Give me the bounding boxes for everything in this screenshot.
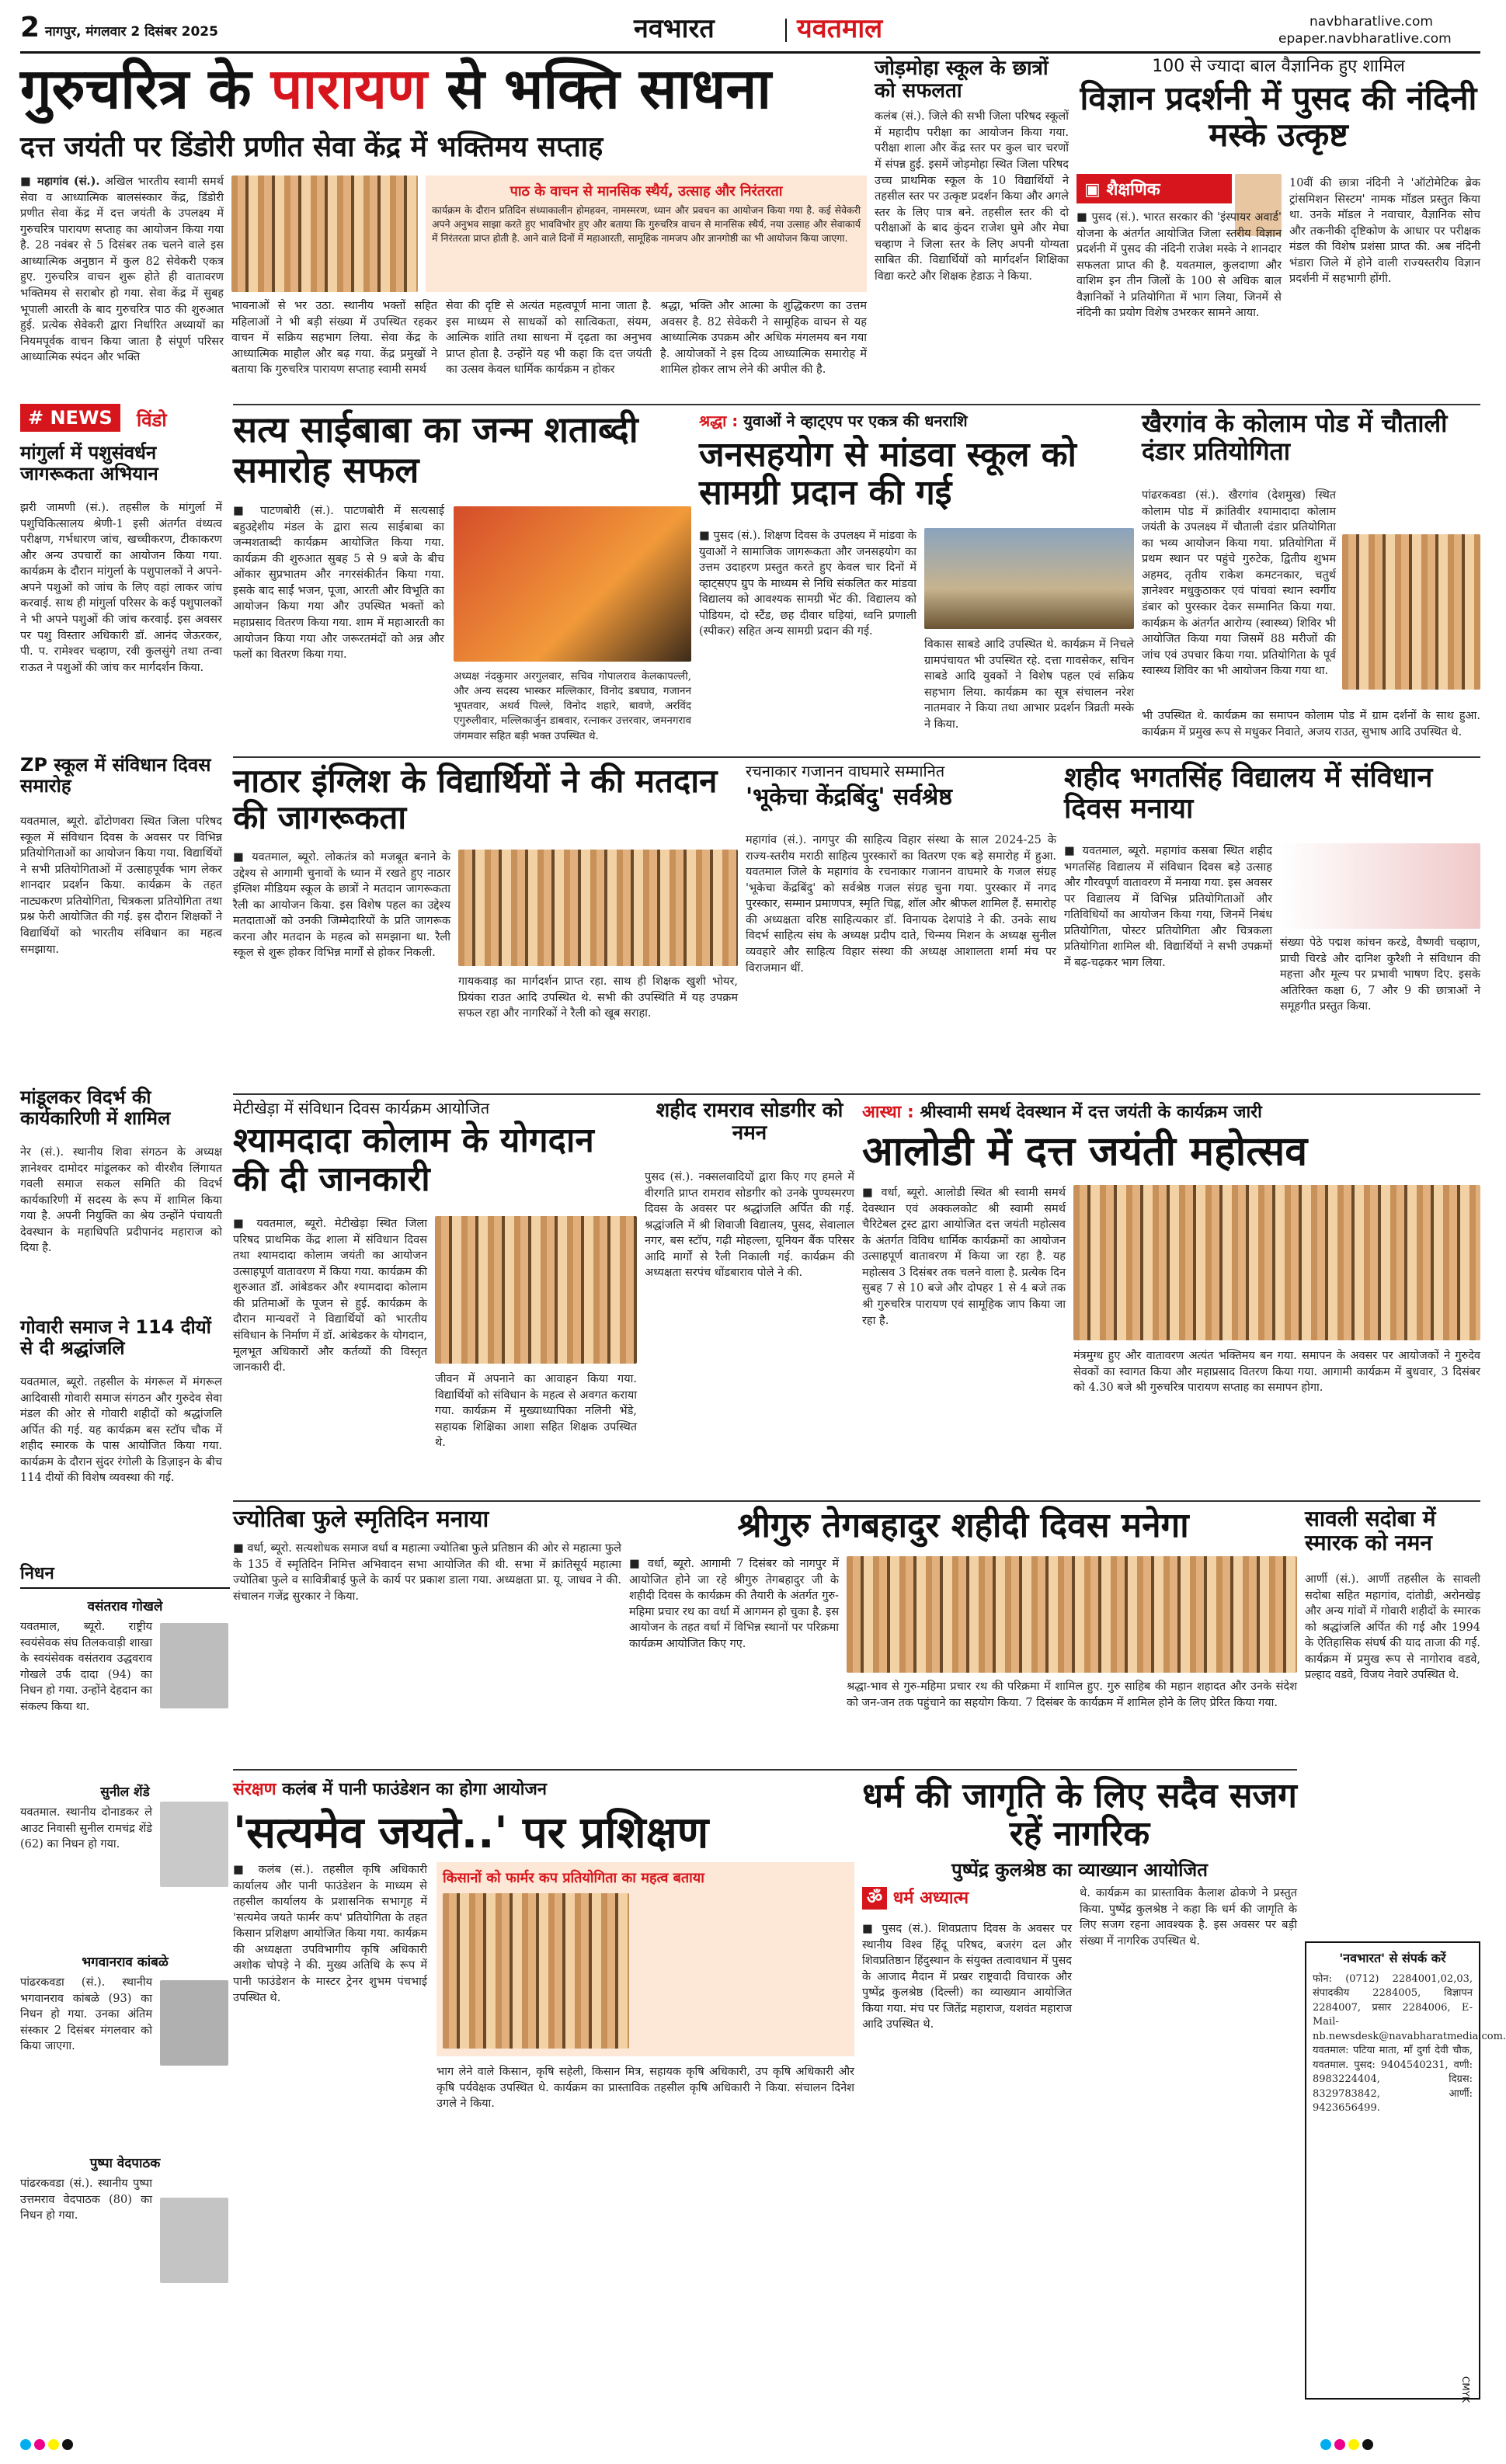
yellow-dot: [48, 2439, 59, 2450]
brand-divider: [785, 19, 787, 42]
shyamdada-title: श्यामदादा कोलाम के योगदान की दी जानकारी: [233, 1121, 594, 1199]
satya-body2: अध्यक्ष नंदकुमार अरगुलवार, सचिव गोपालराव केलकापल्ली, और अन्य सदस्य भास्कर मल्लिकार, विनोद डबघाव, गजानन भूपतवार, अथर्व पिल्ले, विनोद शहारे, बावणे, अरविंद एगुरुलीवार, मल्लिकार्जुन डाबवार, रत्नाकर उत्तरवार, जमनगराव जंगमवार सहित बड़ी भक्त उपस्थित थे.: [454, 670, 691, 742]
satyamev-story: [233, 1777, 854, 2429]
nathar-body: ■ यवतमाल, ब्यूरो. लोकतंत्र को मजबूत बनाने के उद्देश्य से आगामी चुनावों के ध्यान में रखते हुए नाठार इंग्लिश मीडियम स्कूल के छात्रों ने मतदान जागरूकता रैली का आयोजन किया. इस विशेष पहल का उद्देश्य मतदाताओं को उनकी जिम्मेदारियों के प्रति जागरूक करना और मतदान के महत्व को समझाना था. रैली स्कूल से शुरू होकर विभिन्न मार्गों से होकर निकली.: [233, 851, 450, 960]
alodi-story: [862, 1100, 1480, 1496]
cmyk-code: CMYK: [1460, 2376, 1471, 2403]
mandva-story: [699, 410, 1134, 752]
tegbahadur-body: ■ वर्धा, ब्यूरो. आगामी 7 दिसंबर को नागपुर में आयोजित होने जा रहे श्रीगुरु तेगबहादुर जी के शहीदी दिवस के कार्यक्रम की तैयारी के अंतर्गत गुरु-महिमा प्रचार रथ का वर्धा में आगमन हो चुका है. इस आयोजन के तहत वर्धा में विभिन्न स्थानों पर परिक्रमा कार्यक्रम आयोजित किए गए.: [629, 1558, 839, 1650]
lead-photo: [231, 176, 418, 292]
vigyan-kicker: 100 से ज्यादा बाल वैज्ञानिक हुए शामिल: [1152, 57, 1405, 76]
obit-name-4: पुष्पा वेदपाठक: [89, 2156, 161, 2171]
mandva-photo: [924, 528, 1134, 629]
dharma-subtitle: पुष्पेंद्र कुलश्रेष्ठ का व्याख्यान आयोजित: [951, 1858, 1208, 1881]
obit-photo-4: [160, 2198, 228, 2283]
mandva-kicker: [699, 410, 1134, 431]
obit-name-3: भगवानराव कांबळे: [82, 1955, 169, 1970]
nathar-title: नाठार इंग्लिश के विद्यार्थियों ने की मतदान की जागरूकता: [233, 762, 718, 837]
lead-story: [20, 57, 867, 399]
lead-dateline: ■ महागांव (सं.).: [20, 175, 100, 188]
dharma-story: [862, 1777, 1297, 2429]
rule-5: [233, 1769, 1297, 1771]
jyotiba-story: [233, 1507, 621, 1763]
lead-box-title: पाठ के वाचन से मानसिक स्थैर्य, उत्साह और निरंतरता: [510, 183, 783, 200]
mandva-body: ■ पुसद (सं.). शिक्षण दिवस के उपलक्ष्य में मांडवा के युवाओं ने सामाजिक जागरूकता और जनसहयोग का उत्तम उदाहरण प्रस्तुत करते हुए केवल चार दिनों में व्हाट्सएप ग्रुप के माध्यम से निधि संकलित कर मांडवा विद्यालय को आवश्यक सामग्री भेंट की. विद्यालय को पोडियम, दो स्टैंड, छह दीवार घड़ियां, ध्वनि प्रणाली (स्पीकर) सहित अन्य सामग्री प्रदान की गई.: [699, 530, 916, 638]
nathar-story: [233, 763, 738, 1089]
shyamdada-body2: जीवन में अपनाने का आवाहन किया गया. विद्यार्थियों को संविधान के महत्व से अवगत कराया गया. कार्यक्रम में मुख्याध्यापिका नलिनी भेंडे, सहायक शिक्षिका आशा सहित शिक्षक उपस्थित थे.: [435, 1373, 637, 1450]
rule-3: [233, 1093, 1480, 1095]
obit-body-1: यवतमाल, ब्यूरो. राष्ट्रीय स्वयंसेवक संघ तिलकवाड़ी शाखा के स्वयंसेवक वसंतराव उद्धवराव गोखले उर्फ दादा (94) का निधन हो गया. उन्होंने देहदान का संकल्प किया था.: [20, 1621, 152, 1713]
news-h2: ZP स्कूल में संविधान दिवस समारोह: [20, 754, 211, 797]
jodmoha-story: [875, 57, 1069, 399]
lead-box-body: कार्यक्रम के दौरान प्रतिदिन संध्याकालीन होमहवन, नामस्मरण, ध्यान और प्रवचन का आयोजन किया गया है. कई सेवेकरी अपने अनुभव साझा करते हुए भावविभोर हुए और बताया कि गुरुचरित्र वाचन से मानसिक स्थैर्य, नया उत्साह और सेवाकार्य में निरंतरता प्राप्त होती है. आने वाले दिनों में महाआरती, सामूहिक नामजप और ज्ञानगोष्ठी का भी आयोजन किया जाएगा.: [432, 204, 861, 244]
black-dot-r: [1362, 2439, 1373, 2450]
dharma-body: ■ पुसद (सं.). शिवप्रताप दिवस के अवसर पर स्थानीय विश्व हिंदू परिषद, बजरंग दल और शिवप्रतिष्ठान हिंदुस्थान के संयुक्त तत्वावधान में पुसद के आजाद मैदान में प्रखर राष्ट्रवादी विचारक और पुष्पेंद्र कुलश्रेष्ठ (दिल्ली) का व्याख्यान आयोजित किया गया. मंच पर जितेंद्र महाराज, यशवंत महाराज आदि उपस्थित थे.: [862, 1923, 1072, 2031]
news-h3: मांडूलकर विदर्भ की कार्यकारिणी में शामिल: [20, 1086, 171, 1129]
hash-icon: #: [28, 407, 50, 429]
bhukecha-kicker: रचनाकार गजानन वाघमारे सम्मानित: [746, 762, 945, 780]
alodi-body: ■ वर्धा, ब्यूरो. आलोडी स्थित श्री स्वामी समर्थ देवस्थान एवं अक्कलकोट श्री स्वामी समर्थ चैरिटेबल ट्रस्ट द्वारा आयोजित दत्त जयंती महोत्सव के अंतर्गत विविध धार्मिक कार्यक्रमों का आयोजन उत्साहपूर्ण वातावरण में किया जा रहा है. यह महोत्सव 3 दिसंबर तक चलने वाला है. प्रत्येक दिन सुबह 7 से 10 बजे और दोपहर 1 से 4 बजे तक श्री गुरुचरित्र पारायण एवं सामूहिक जाप किया जा रहा है.: [862, 1187, 1066, 1327]
tegbahadur-title: श्रीगुरु तेगबहादुर शहीदी दिवस मनेगा: [737, 1506, 1189, 1545]
ramrao-story: [645, 1100, 854, 1496]
rule-1: [233, 404, 1480, 405]
news-h1: मांगुर्ला में पशुसंवर्धन जागरूकता अभियान: [20, 442, 158, 485]
header-date: नागपुर, मंगलवार 2 दिसंबर 2025: [45, 24, 218, 40]
bhagat-title: शहीद भगतसिंह विद्यालय में संविधान दिवस मनाया: [1064, 762, 1433, 825]
brand-logo: नवभारत: [634, 13, 715, 44]
tegbahadur-photo: [847, 1556, 1297, 1673]
vigyan-label-text: शैक्षणिक: [1106, 180, 1160, 200]
shyamdada-kicker: मेटीखेड़ा में संविधान दिवस कार्यक्रम आयोजित: [233, 1099, 490, 1117]
news-label: [20, 404, 222, 435]
footer-registration-marks: [20, 2438, 176, 2454]
kolam-story: [1142, 410, 1480, 752]
satya-title: सत्य साईबाबा का जन्म शताब्दी समारोह सफल: [233, 408, 638, 491]
obit-photo-1: [160, 1623, 228, 1708]
page-number: 2: [20, 12, 40, 43]
kolam-body: पांढरकवडा (सं.). खैरगांव (देशमुख) स्थित कोलाम पोड में क्रांतिवीर श्यामादादा कोलाम जयंती के उपलक्ष्य में चौताली दंडार प्रतियोगिता का भव्य आयोजन किया गया. प्रतियोगिता में प्रथम स्थान पर पहुंचे गुरुटेक, द्वितीय शुभम अहमद, तृतीय राकेश कमटनकार, चतुर्थ ज्ञानेश्वर मधुकुठाकर एवं पांचवां स्थान स्वर्गीय डंबार को पुरस्कार देकर सम्मानित किया गया. कार्यक्रम के अंतर्गत आरोग्य (स्वास्थ्य) शिविर भी आयोजित किया गया जिसमें 88 मरीजों की जांच एवं उपचार किया गया. प्रतियोगिता के पूर्व स्वास्थ्य शिविर का भी आयोजन किया गया था.: [1142, 489, 1336, 678]
mandva-kicker-b: युवाओं ने व्हाट्एप पर एकत्र की धनराशि: [743, 412, 968, 430]
obit-body-2: यवतमाल. स्थानीय दोनाडकर ले आउट निवासी सुनील रामचंद्र शेंडे (62) का निधन हो गया.: [20, 1806, 153, 1851]
dharma-body2: थे. कार्यक्रम का प्रास्ताविक कैलाश ढोकणे ने प्रस्तुत किया. पुष्पेंद्र कुलश्रेष्ठ ने कहा कि धर्म की जागृति के लिए सजग रहना आवश्यक है. इस अवसर पर बड़ी संख्या में नागरिक उपस्थित थे.: [1080, 1887, 1297, 1948]
news-b2: यवतमाल, ब्यूरो. ढोंटोणवरा स्थित जिला परिषद स्कूल में संविधान दिवस के अवसर पर विभिन्न प्रतियोगिताओं का आयोजन किया गया. विद्यार्थियों ने सभी प्रतियोगिताओं में उत्साहपूर्वक भाग लेकर शानदार प्रदर्शन किया. कार्यक्रम के तहत नाट्यकरण प्रतियोगिता, चित्रकला प्रतियोगिता तथा प्रश्न फेरी आयोजित की गई. इस दौरान शिक्षकों ने विद्यार्थियों को भारतीय संविधान का महत्व समझाया.: [20, 815, 222, 956]
alodi-title: आलोडी में दत्त जयंती महोत्सव: [862, 1128, 1308, 1175]
satya-story: [233, 410, 691, 752]
nathar-photo: [458, 850, 738, 966]
obit-photo-3: [160, 1980, 228, 2066]
mandva-kicker-a: श्रद्धा :: [699, 412, 744, 430]
cyan-dot-r: [1320, 2439, 1331, 2450]
vigyan-body: ■ पुसद (सं.). भारत सरकार की 'इंस्पायर अवार्ड' योजना के अंतर्गत आयोजित जिला स्तरीय विज्ञान प्रदर्शनी में पुसद की नंदिनी राजेश मस्के ने शानदार सफलता प्राप्त की है. यवतमाल, कुलदाणा और वाशिम इन तीन जिलों के 100 से अधिक बाल वैज्ञानिकों ने प्रतियोगिता में भाग लिया, जिनमें से नंदिनी का प्रयोग विशेष उभरकर सामने आया.: [1076, 211, 1282, 320]
jodmoha-body: कलंब (सं.). जिले की सभी जिला परिषद स्कूलों में महादीप परीक्षा का आयोजन किया गया. परीक्षा शाला और केंद्र स्तर पर कुल चार चरणों में संपन्न हुई. इसमें जोड़मोहा स्थित जिला परिषद उच्च प्राथमिक स्कूल के 10 विद्यार्थियों ने तहसील स्तर पर उत्कृष्ट प्रदर्शन किया और अगले स्तर के लिए पात्र बने. तहसील स्तर की दो परीक्षाओं के बाद कुंदन राजेश घुमे और मेघा चव्हाण ने जिला स्तर के लिए अपनी योग्यता साबित की. विद्यार्थियों को मार्गदर्शन शिक्षिका विद्या करटे और शिक्षक हेडाऊ ने किया.: [875, 110, 1069, 283]
dharma-label: [862, 1885, 1017, 1913]
lead-body-col1: [20, 174, 224, 399]
lead-headline: [20, 57, 771, 120]
kolam-title: खैरगांव के कोलाम पोड में चौताली दंडार प्रतियोगिता: [1142, 408, 1448, 466]
shyamdada-photo: [435, 1216, 637, 1364]
jodmoha-title: जोड़मोहा स्कूल के छात्रों को सफलता: [875, 57, 1049, 103]
obit-name-1: वसंतराव गोखले: [87, 1599, 163, 1614]
ramrao-title: शहीद रामराव सोडगीर को नमन: [656, 1099, 843, 1145]
rule-2: [233, 756, 1480, 758]
satyamev-kicker-a: संरक्षण: [233, 1780, 277, 1799]
vigyan-story: [1076, 57, 1480, 399]
rule-4: [233, 1500, 1480, 1502]
bhukecha-story: [746, 763, 1056, 1089]
site-link[interactable]: navbharatlive.com: [1309, 14, 1433, 30]
news-b4: यवतमाल, ब्यूरो. तहसील के मंगरूल में मंगरूल आदिवासी गोवारी समाज संगठन और गुरुदेव सेवा मंडल की ओर से गोवारी शहीदों को श्रद्धांजलि अर्पित की गई. यह कार्यक्रम बस स्टॉप चौक में शहीद स्मारक के पास आयोजित किया गया. कार्यक्रम के दौरान सुंदर रंगोली के डिज़ाइन के बीच 114 दीयों की विशेष व्यवस्था की गई.: [20, 1376, 222, 1485]
satya-body: ■ पाटणबोरी (सं.). पाटणबोरी में सत्यसाई बहुउद्देशीय मंडल के द्वारा सत्य साईबाबा का जन्मशताब्दी कार्यक्रम आयोजित किया गया. कार्यक्रम की शुरुआत सुबह 5 से 9 बजे के बीच ओंकार सुप्रभातम और नगरसंकीर्तन किया गया. इसके बाद साईं भजन, पूजा, आरती और विभूति का आयोजन किया गया और उपस्थित भक्तों को महाप्रसाद वितरण किया गया. शाम में महाआरती का आयोजन किया गया और जरूरतमंदों को अन्न और फलों का वितरण किया गया.: [233, 505, 444, 662]
news-b3: नेर (सं.). स्थानीय शिवा संगठन के अध्यक्ष ज्ञानेश्वर दामोदर मांडूलकर को वीरशैव लिंगायत गवली समाज सकल समिति की विदर्भ कार्यकारिणी में सदस्य के रूप में शामिल किया गया है. अपनी नियुक्ति का श्रेय उन्होंने पंचायती देवस्थान के महाधिपति प्रदीपानंद महाराज को दिया है.: [20, 1146, 222, 1255]
dharma-label-text: धर्म अध्यात्म: [892, 1889, 969, 1908]
yellow-dot-r: [1348, 2439, 1359, 2450]
bhagat-photo: [1280, 843, 1480, 929]
lead-body-col2: भावनाओं से भर उठा. स्थानीय भक्तों सहित महिलाओं ने भी बड़ी संख्या में उपस्थित रहकर वाचन में सक्रिय सहभाग लिया. सेवा केंद्र के आध्यात्मिक माहौल और बढ़ गया. केंद्र प्रमुखों ने बताया कि गुरुचरित्र पारायण सप्ताह स्वामी समर्थ: [231, 300, 437, 377]
tegbahadur-story: [629, 1507, 1297, 1763]
tegbahadur-body2: श्रद्धा-भाव से गुरु-महिमा प्रचार रथ की परिक्रमा में शामिल हुए. गुरु साहिब की महान शहादत और उनके संदेश को जन-जन तक पहुंचाने का सहयोग किया. 7 दिसंबर के कार्यक्रम में शामिल होने के लिए प्रेरित किया गया.: [847, 1680, 1297, 1709]
lead-quote-box: [426, 176, 867, 292]
lead-subhead: दत्त जयंती पर डिंडोरी प्रणीत सेवा केंद्र में भक्तिमय सप्ताह: [20, 131, 603, 163]
book-icon: ▣: [1084, 180, 1107, 200]
satya-photo: [454, 506, 691, 662]
jyotiba-title: ज्योतिबा फुले स्मृतिदिन मनाया: [233, 1506, 489, 1533]
nathar-body2: गायकवाड़ का मार्गदर्शन प्राप्त रहा. साथ ही शिक्षक खुशी भोयर, प्रियंका राउत आदि उपस्थित थे. सभी की उपस्थिति में यह उपक्रम सफल रहा और नागरिकों ने रैली को खूब सराहा.: [458, 975, 738, 1020]
obit-name-2: सुनील शेंडे: [100, 1785, 150, 1800]
satyamev-photo: [443, 1893, 629, 2049]
alodi-body2: मंत्रमुग्ध हुए और वातावरण अत्यंत भक्तिमय बन गया. समापन के अवसर पर आयोजकों ने गुरुदेव सेवकों का स्वागत किया और महाप्रसाद वितरण किया गया. आगामी कार्यक्रम में बुधवार, 3 दिसंबर को 4.30 बजे श्री गुरुचरित्र पारायण सप्ताह का समापन होगा.: [1073, 1350, 1480, 1395]
jyotiba-body: ■ वर्धा, ब्यूरो. सत्यशोधक समाज वर्धा व महात्मा ज्योतिबा फुले प्रतिष्ठान की ओर से महात्मा फुले के 135 वें स्मृतिदिन निमित्त अभिवादन सभा आयोजित की थी. सभा में क्रांतिसूर्य महात्मा ज्योतिबा फुले व सावित्रीबाई फुले के कार्य पर प्रकाश डाला गया. अध्यक्षता प्रा. यू. जाधव ने की. संचालन गजेंद्र सुरकार ने किया.: [233, 1542, 621, 1603]
satyamev-title: 'सत्यमेव जयते..' पर प्रशिक्षण: [233, 1808, 709, 1858]
contact-title: 'नवभारत' से संपर्क करें: [1339, 1951, 1446, 1965]
vigyan-title: विज्ञान प्रदर्शनी में पुसद की नंदिनी मस्के उत्कृष्ट: [1080, 78, 1477, 154]
alodi-photo: [1073, 1185, 1480, 1340]
savali-story: [1305, 1507, 1480, 1926]
kolam-photo: [1342, 534, 1480, 690]
satyamev-body2: भाग लेने वाले किसान, कृषि सहेली, किसान मित्र, सहायक कृषि अधिकारी, उप कृषि अधिकारी और कृषि पर्यवेक्षक उपस्थित थे. कार्यक्रम का प्रास्ताविक तहसील कृषि अधिकारी ने किया. संचालन दिनेश उगले ने किया.: [436, 2066, 854, 2111]
news-h4: गोवारी समाज ने 114 दीयों से दी श्रद्धांजलि: [20, 1316, 211, 1359]
news-label-main: NEWS: [50, 407, 113, 429]
bhukecha-title: 'भूकेचा केंद्रबिंदु' सर्वश्रेष्ठ: [746, 784, 952, 811]
masthead: [20, 12, 1480, 48]
contact-box: [1305, 1941, 1506, 2400]
magenta-dot: [34, 2439, 45, 2450]
black-dot: [62, 2439, 73, 2450]
header-rule: [20, 51, 1480, 54]
headline-part-c: से भक्ति साधना: [427, 56, 772, 121]
vigyan-label: [1076, 174, 1232, 203]
ramrao-body: पुसद (सं.). नक्सलवादियों द्वारा किए गए हमले में वीरगति प्राप्त रामराव सोडगीर को उनके पुण्यस्मरण दिवस के अवसर पर श्रद्धांजलि अर्पित की गई. श्रद्धांजलि में श्री शिवाजी विद्यालय, पुसद, सेवालाल नगर, बस स्टॉप, गढ़ी मोहल्ला, यूनियन बैंक परिसर आदि मार्गों से रैली निकाली गई. कार्यक्रम की अध्यक्षता सरपंच धोंडबाराव पोले ने की.: [645, 1171, 854, 1280]
bhagat-body: ■ यवतमाल, ब्यूरो. महागांव कसबा स्थित शहीद भगतसिंह विद्यालय में संविधान दिवस बड़े उत्साह और गौरवपूर्ण वातावरण में मनाया गया. इस अवसर पर विद्यालय में विभिन्न प्रतियोगिताओं और गतिविधियों का आयोजन किया गया, जिनमें निबंध प्रतियोगिता, पोस्टर प्रतियोगिता और चित्रकला प्रतियोगिता शामिल थी. विद्यार्थियों ने सभी उपक्रमों में बढ़-चढ़कर भाग लिया.: [1064, 845, 1272, 970]
satyamev-body: ■ कलंब (सं.). तहसील कृषि अधिकारी कार्यालय और पानी फाउंडेशन के माध्यम से तहसील कार्यालय के प्रशासनिक सभागृह में 'सत्यमेव जयते फार्मर कप' प्रतियोगिता के तहत किसान प्रशिक्षण आयोजित किया गया. कार्यक्रम की अध्यक्षता उपविभागीय कृषि अधिकारी अशोक चोपड़े ने की. मुख्य अतिथि के रूप में पानी फाउंडेशन के मास्टर ट्रेनर शुभम पंचभाई उपस्थित थे.: [233, 1864, 427, 2004]
alodi-kicker: [862, 1100, 1480, 1123]
news-label-sub: विंडो: [137, 409, 167, 431]
edition-name: यवतमाल: [797, 13, 883, 44]
headline-part-a: गुरुचरित्र के: [20, 56, 271, 121]
bhagat-body2: संख्या पेठे पद्मश कांचन करडे, वैष्णवी चव्हाण, प्राची चिरडे और दानिश कुरैशी ने संविधान की महत्ता और मूल्य पर प्रभावी भाषण दिए. इसके अतिरिक्त कक्षा 6, 7 और 9 की छात्राओं ने समूहगीत प्रस्तुत किया.: [1280, 937, 1480, 1013]
alodi-kicker-b: श्रीस्वामी समर्थ देवस्थान में दत्त जयंती के कार्यक्रम जारी: [920, 1103, 1262, 1122]
magenta-dot-r: [1334, 2439, 1345, 2450]
satyamev-box-title: किसानों को फार्मर कप प्रतियोगिता का महत्व बताया: [443, 1870, 704, 1886]
mandva-body2: विकास साबडे आदि उपस्थित थे. कार्यक्रम में निचले ग्रामपंचायत भी उपस्थित रहे. दत्ता गावसेकर, सचिन साबडे आदि युवकों ने विशेष पहल एवं सक्रिय सहभाग लिया. कार्यक्रम का सूत्र संचालन नरेश नातमवार ने किया तथा आभार प्रदर्शन त्रिव्रती मस्के ने किया.: [924, 638, 1134, 731]
obit-body-4: पांढरकवडा (सं.). स्थानीय पुष्पा उत्तमराव वेदपाठक (80) का निधन हो गया.: [20, 2177, 152, 2222]
lead-body-col3: सेवा की दृष्टि से अत्यंत महत्वपूर्ण माना जाता है. इस माध्यम से साधकों को सात्विकता, संयम, आत्मिक शांति तथा साधना में दृढ़ता का अनुभव प्राप्त होता है. उन्होंने यह भी कहा कि दत्त जयंती का उत्सव केवल धार्मिक कार्यक्रम न होकर: [446, 300, 652, 377]
shyamdada-story: [233, 1100, 637, 1496]
epaper-link[interactable]: epaper.navbharatlive.com: [1278, 31, 1452, 47]
footer-registration-marks-right: [1320, 2438, 1476, 2454]
cyan-dot: [20, 2439, 31, 2450]
bhukecha-body: महागांव (सं.). नागपुर की साहित्य विहार संस्था के साल 2024-25 के राज्य-स्तरीय मराठी साहित्य पुरस्कारों का वितरण एक बड़े समारोह में हुआ. यवतमाल जिले के महागांव के रचनाकार गजानन वाघमारे के गजल संग्रह 'भूकेचा केंद्रबिंदु' को सर्वश्रेष्ठ गजल संग्रह चुना गया. पुरस्कार में नगद पुरस्कार, सम्मान प्रमाणपत्र, स्मृति चिह्न, शॉल और श्रीफल शामिल हैं. समारोह की अध्यक्षता वरिष्ठ साहित्यकार डॉ. विनायक देशपांडे ने की. उनके साथ विदर्भ साहित्य संघ के अध्यक्ष प्रदीप दाते, चिन्मय मिशन के अध्यक्ष सुनील व्यवहारे और साहित्य विहार संस्था की अध्यक्ष आशालता शर्मा मंच पर विराजमान थीं.: [746, 834, 1056, 975]
news-label-text: [20, 404, 120, 432]
obit-photo-2: [160, 1802, 228, 1887]
mandva-title: जनसहयोग से मांडवा स्कूल को सामग्री प्रदान की गई: [699, 435, 1076, 513]
dharma-title: धर्म की जागृति के लिए सदैव सजग रहें नागरिक: [862, 1776, 1297, 1854]
kolam-body2: भी उपस्थित थे. कार्यक्रम का समापन कोलाम पोड में ग्राम दर्शनों के साथ हुआ. कार्यक्रम में प्रमुख रूप से मधुकर निवाते, अजय राउत, सुभाष आदि उपस्थित थे.: [1142, 710, 1480, 739]
satyamev-kicker: [233, 1777, 854, 1800]
satyamev-box: [436, 1862, 854, 2056]
om-icon: ॐ: [862, 1887, 887, 1910]
news-b1: झरी जामणी (सं.). तहसील के मांगुर्ला में पशुचिकित्सालय श्रेणी-1 इसी अंतर्गत वंध्यत्व परीक्षण, गर्भधारण जांच, खच्चीकरण, टीकाकरण और अन्य उपचारों का आयोजन किया गया. कार्यक्रम के दौरान मांगुर्ला के पशुपालकों ने अपने-अपने पशुओं को जांच के लिए वहां लाकर जांच करवाई. साथ ही मांगुर्ला परिसर के कई पशुपालकों ने भी अपने पशुओं की जांच करवाई. इस अवसर पर पशु विस्तार अधिकारी डॉ. आनंद जेऊरकर, पी. प. रामेश्वर चव्हाण, रवी कुलसुंगे तथा तन्वा राऊत ने पशुओं की जांच कर मार्गदर्शन किया.: [20, 502, 222, 674]
lead-body1: अखिल भारतीय स्वामी समर्थ सेवा व आध्यात्मिक बालसंस्कार केंद्र, डिंडोरी प्रणीत सेवा केंद्र में दत्त जयंती के उपलक्ष्य में गुरुचरित्र पारायण सप्ताह का आयोजन किया गया है. 28 नवंबर से 5 दिसंबर तक चलने वाले इस आध्यात्मिक अनुष्ठान में कुल 82 सेवेकरी एकत्र हुए. गुरुचरित्र वाचन शुरू होते ही वातावरण भक्तिमय से सराबोर हो गया. सेवा केंद्र में सुबह भूपाली आरती के बाद गुरुचरित्र पाठ की शुरुआत हुई. प्रत्येक सेवेकरी द्वारा निर्धारित अध्यायों का नियमपूर्वक वाचन किया जाता है संपूर्ण परिसर आध्यात्मिक स्पंदन और भक्ति: [20, 176, 224, 364]
contact-body: फोन: (0712) 2284001,02,03, संपादकीय 2284005, विज्ञापन 2284007, प्रसार 2284006, E-Mail-nb.newsdesk@navabharatmedia.com. यवतमाल: पटिया माता, माँ दुर्गा देवी चौक, यवतमाल. पुसद: 9404540231, वणी: 8983224404, दिग्रस: 8329783842, आर्णी: 9423656499.: [1313, 1973, 1506, 2115]
alodi-kicker-a: आस्था :: [862, 1103, 920, 1122]
obit-body-3: पांढरकवडा (सं.). स्थानीय भगवानराव कांबळे (93) का निधन हो गया. उनका अंतिम संस्कार 2 दिसंबर मंगलवार को किया जाएगा.: [20, 1976, 152, 2053]
lead-body-col4: श्रद्धा, भक्ति और आत्मा के शुद्धिकरण का उत्तम अवसर है. 82 सेवेकरी ने सामूहिक वाचन से यह आध्यात्मिक उपक्रम और अधिक मंगलमय बन गया है. आयोजकों ने इस दिव्य आध्यात्मिक समारोह में शामिल होकर लाभ लेने की अपील की है.: [660, 300, 867, 377]
bhagat-story: [1064, 763, 1480, 1089]
shyamdada-body: ■ यवतमाल, ब्यूरो. मेटीखेड़ा स्थित जिला परिषद प्राथमिक केंद्र शाला में संविधान दिवस तथा श्यामदादा कोलाम जयंती का आयोजन उत्साहपूर्ण वातावरण में किया गया. कार्यक्रम की शुरुआत डॉ. आंबेडकर और श्यामदादा कोलाम की प्रतिमाओं के पूजन से हुई. कार्यक्रम के दौरान मान्यवरों ने विद्यार्थियों को भारतीय संविधान के निर्माण में डॉ. आंबेडकर के योगदान, मूलभूत अधिकारों और कर्तव्यों की विस्तृत जानकारी दी.: [233, 1218, 427, 1374]
vigyan-body2: 10वीं की छात्रा नंदिनी ने 'ऑटोमेटिक ब्रेक ट्रांसमिशन सिस्टम' नामक मॉडल प्रस्तुत किया था. उनके मॉडल ने नवाचार, वैज्ञानिक सोच और तकनीकी दृष्टिकोण के आधार पर परीक्षक मंडल की विशेष प्रशंसा प्राप्त की. अब नंदिनी भंडारा जिले में होने वाली राज्यस्तरीय विज्ञान प्रदर्शनी में सहभागी होंगी.: [1289, 177, 1480, 286]
headline-part-b: पारायण: [270, 56, 428, 121]
obit-label: निधन: [20, 1561, 230, 1589]
obituary: [20, 1561, 230, 2431]
savali-body: आर्णी (सं.). आर्णी तहसील के सावली सदोबा सहित महागांव, दांतोडी, अरोनखेड़ और अन्य गांवों में गोवारी शहीदों के स्मारक को श्रद्धांजलि अर्पित की गई और 1994 के ऐतिहासिक संघर्ष की याद ताजा की गई. कार्यक्रम में प्रमुख रूप से नागोराव वडवे, प्रल्हाद वडवे, विजय नेवारे उपस्थित थे.: [1305, 1573, 1480, 1682]
satyamev-kicker-b: कलंब में पानी फाउंडेशन का होगा आयोजन: [282, 1780, 548, 1799]
savali-title: सावली सदोबा में स्मारक को नमन: [1305, 1506, 1436, 1556]
news-window: [20, 404, 230, 1553]
